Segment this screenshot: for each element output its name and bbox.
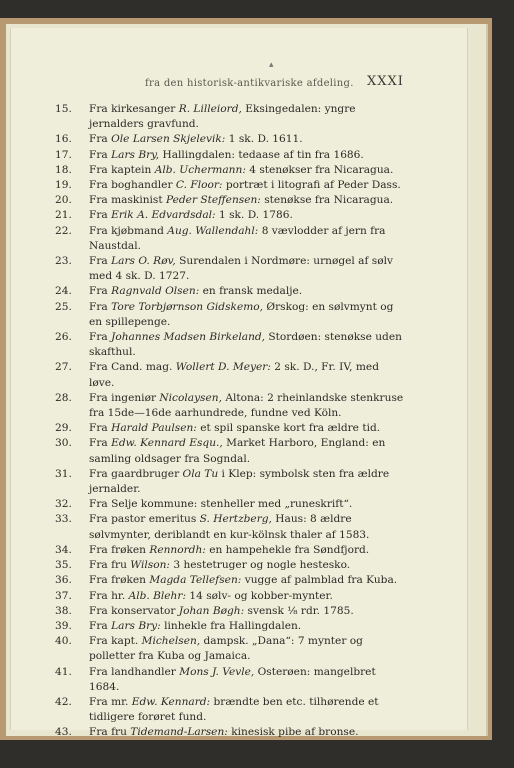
- donor-name: Aug. Wallendahl:: [167, 224, 259, 237]
- entry-prefix: Fra: [89, 285, 112, 298]
- entry-description: Hallingdalen: tedaase af tin fra 1686.: [159, 148, 364, 161]
- entry-prefix: Fra: [89, 300, 112, 313]
- entry-prefix: Fra hr.: [89, 589, 129, 602]
- list-item: [55, 543, 407, 558]
- entry-prefix: Fra kjøbmand: [89, 224, 168, 237]
- donor-name: S. Hertzberg,: [199, 513, 272, 526]
- entry-number: 37.: [55, 589, 72, 602]
- list-item: [55, 497, 407, 512]
- entry-text: [89, 102, 407, 132]
- entry-number: 43.: [55, 726, 72, 739]
- entry-prefix: Fra: [89, 437, 112, 450]
- entry-text: [89, 132, 407, 147]
- entry-text: [89, 695, 407, 725]
- entry-prefix: Fra kirkesanger: [89, 103, 179, 115]
- entry-number: 42.: [55, 695, 72, 708]
- entry-prefix: Fra fru: [89, 726, 131, 739]
- entry-prefix: Fra gaardbruger: [89, 467, 183, 480]
- entry-description: Altona: 2 rheinlandske stenkruse fra 15de—16de aarhundrede, fundne ved Köln.: [89, 391, 404, 420]
- donor-name: Ola Tu: [182, 467, 219, 480]
- entry-description: Eksingedalen: yngre jernalders gravfund.: [89, 103, 356, 131]
- entry-text: [89, 725, 407, 740]
- donor-name: Mons J. Vevle,: [179, 665, 255, 678]
- entry-description: stenøkse fra Nicaragua.: [260, 194, 394, 207]
- entry-number: 17.: [55, 148, 72, 161]
- entry-text: [89, 193, 407, 208]
- entry-prefix: Fra ingeniør: [89, 391, 160, 404]
- entry-text: [89, 208, 407, 223]
- list-item: [55, 695, 407, 725]
- entry-description: Market Harboro, England: en samling oldsager fra Sogndal.: [89, 437, 386, 465]
- entry-text: [89, 467, 407, 497]
- list-item: [55, 254, 407, 284]
- entry-number: 40.: [55, 635, 72, 648]
- entry-number: 21.: [55, 209, 72, 222]
- entry-prefix: Fra frøken: [89, 543, 150, 556]
- entry-description: kinesisk pibe af bronse.: [227, 726, 359, 739]
- entry-description: Ørskog: en sølvmynt og en spillepenge.: [89, 300, 394, 328]
- donor-name: Wilson:: [130, 559, 170, 572]
- entry-prefix: Fra fru: [89, 559, 131, 572]
- entry-number: 24.: [55, 285, 72, 298]
- entry-text: [89, 254, 407, 284]
- donor-name: Wollert D. Meyer:: [175, 361, 271, 374]
- list-item: [55, 634, 407, 664]
- entry-prefix: Fra konservator: [89, 604, 179, 617]
- entry-number: 36.: [55, 574, 72, 587]
- donor-name: Lars O. Røv,: [111, 255, 176, 268]
- entry-number: 27.: [55, 361, 72, 374]
- entry-text: [89, 178, 407, 193]
- list-item: [55, 224, 407, 254]
- donor-name: Lars Bry:: [111, 619, 161, 632]
- donor-name: Edw. Kennard:: [131, 695, 211, 708]
- entry-number: 39.: [55, 619, 72, 632]
- donor-name: Ragnvald Olsen:: [111, 285, 200, 298]
- donor-name: Nicolaysen,: [159, 391, 222, 404]
- entry-description: 1 sk. D. 1611.: [225, 133, 303, 146]
- list-item: [55, 193, 407, 208]
- donor-name: Johan Bøgh:: [178, 604, 245, 617]
- list-item: [55, 589, 407, 604]
- entry-prefix: Fra: [89, 422, 112, 435]
- list-item: [55, 163, 407, 178]
- list-item: [55, 360, 407, 390]
- list-item: [55, 512, 407, 542]
- list-item: [55, 558, 407, 573]
- entry-description: Stordøen: stenøkse uden skafthul.: [89, 331, 402, 359]
- entry-description: Osterøen: mangelbret 1684.: [89, 665, 376, 693]
- list-item: [55, 467, 407, 497]
- entry-description: et spil spanske kort fra ældre tid.: [196, 422, 381, 435]
- entry-prefix: Fra Selje kommune: stenheller med „runeskrift“.: [89, 498, 353, 511]
- entry-number: 34.: [55, 543, 72, 556]
- donor-name: Johannes Madsen Birkeland,: [111, 331, 266, 344]
- entry-prefix: Fra: [89, 209, 112, 222]
- entry-number: 29.: [55, 422, 72, 435]
- entry-number: 15.: [55, 103, 72, 115]
- donor-name: R. Lilleiord,: [178, 103, 242, 115]
- donor-name: Peder Steffensen:: [165, 194, 261, 207]
- entry-prefix: Fra boghandler: [89, 179, 176, 192]
- entry-number: 35.: [55, 559, 72, 572]
- entry-description: 8 vævlodder af jern fra Naustdal.: [89, 224, 386, 252]
- accession-list: [55, 102, 407, 741]
- list-item: [55, 300, 407, 330]
- entry-prefix: Fra: [89, 148, 112, 161]
- entry-number: 20.: [55, 194, 72, 207]
- entry-number: 30.: [55, 437, 72, 450]
- donor-name: Tidemand-Larsen:: [130, 726, 228, 739]
- entry-description: 1 sk. D. 1786.: [215, 209, 293, 222]
- donor-name: Harald Paulsen:: [111, 422, 197, 435]
- book-page: [10, 28, 468, 739]
- entry-description: en fransk medalje.: [199, 285, 303, 298]
- ornament-mark: ▴: [269, 60, 274, 70]
- entry-prefix: Fra: [89, 331, 112, 344]
- entry-description: 4 stenøkser fra Nicaragua.: [245, 163, 394, 176]
- entry-number: 26.: [55, 331, 72, 344]
- entry-text: [89, 634, 407, 664]
- entry-prefix: Fra kaptein: [89, 163, 155, 176]
- entry-description: 2 sk. D., Fr. IV, med løve.: [89, 361, 379, 389]
- donor-name: Alb. Blehr:: [128, 589, 187, 602]
- entry-text: [89, 558, 407, 573]
- entry-number: 38.: [55, 604, 72, 617]
- donor-name: Edw. Kennard Esqu.,: [111, 437, 223, 450]
- entry-text: [89, 224, 407, 254]
- list-item: [55, 391, 407, 421]
- donor-name: Michelsen,: [141, 635, 201, 648]
- header-text: fra den historisk-antikvariske afdeling.: [145, 78, 354, 89]
- entry-number: 33.: [55, 513, 72, 526]
- entry-text: [89, 665, 407, 695]
- donor-name: Lars Bry,: [111, 148, 160, 161]
- entry-description: portræt i litografi af Peder Dass.: [222, 179, 401, 192]
- entry-description: i Klep: symbolsk sten fra ældre jernalder.: [89, 467, 390, 496]
- entry-text: [89, 284, 407, 299]
- entry-text: [89, 360, 407, 390]
- entry-number: 22.: [55, 224, 72, 237]
- entry-description: vugge af palmblad fra Kuba.: [241, 574, 398, 587]
- entry-text: [89, 619, 407, 634]
- entry-prefix: Fra frøken: [89, 574, 150, 587]
- entry-prefix: Fra maskinist: [89, 194, 166, 207]
- donor-name: Erik A. Edvardsdal:: [111, 209, 216, 222]
- list-item: [55, 284, 407, 299]
- list-item: [55, 619, 407, 634]
- entry-text: [89, 589, 407, 604]
- entry-description: en hampehekle fra Søndfjord.: [205, 543, 370, 556]
- entry-prefix: Fra Cand. mag.: [89, 361, 176, 374]
- list-item: [55, 604, 407, 619]
- list-item: [55, 573, 407, 588]
- entry-prefix: Fra pastor emeritus: [89, 513, 200, 526]
- entry-description: Surendalen i Nordmøre: urnøgel af sølv med 4 sk. D. 1727.: [89, 255, 393, 283]
- entry-number: 23.: [55, 255, 72, 268]
- entry-description: Haus: 8 ældre sølvmynter, deriblandt en kur-kölnsk thaler af 1583.: [89, 513, 370, 541]
- donor-name: Tore Torbjørnson Gidskemo,: [111, 300, 264, 313]
- donor-name: C. Floor:: [175, 179, 223, 192]
- entry-prefix: Fra kapt.: [89, 635, 142, 648]
- entry-text: [89, 391, 407, 421]
- entry-description: svensk ⅟₈ rdr. 1785.: [244, 604, 354, 617]
- entry-number: 16.: [55, 133, 72, 146]
- entry-text: [89, 436, 407, 466]
- running-header: [11, 74, 467, 94]
- entry-prefix: Fra: [89, 133, 112, 146]
- entry-number: 41.: [55, 665, 72, 678]
- donor-name: Magda Tellefsen:: [149, 574, 242, 587]
- entry-number: 19.: [55, 179, 72, 192]
- list-item: [55, 132, 407, 147]
- entry-description: brændte ben etc. tilhørende et tidligere forøret fund.: [89, 695, 379, 724]
- entry-description: linhekle fra Hallingdalen.: [160, 619, 302, 632]
- list-item: [55, 102, 407, 132]
- entry-number: 28.: [55, 391, 72, 404]
- entry-description: 3 hestetruger og nogle hestesko.: [169, 559, 351, 572]
- entry-text: [89, 421, 407, 436]
- entry-prefix: Fra mr.: [89, 695, 132, 708]
- donor-name: Ole Larsen Skjelevik:: [111, 133, 226, 146]
- entry-text: [89, 330, 407, 360]
- entry-text: [89, 512, 407, 542]
- list-item: [55, 725, 407, 740]
- entry-text: [89, 300, 407, 330]
- list-item: [55, 208, 407, 223]
- entry-text: [89, 543, 407, 558]
- entry-text: [89, 573, 407, 588]
- list-item: [55, 148, 407, 163]
- entry-text: [89, 604, 407, 619]
- entry-text: [89, 163, 407, 178]
- entry-text: [89, 497, 407, 512]
- entry-text: [89, 148, 407, 163]
- entry-prefix: Fra: [89, 255, 112, 268]
- list-item: [55, 665, 407, 695]
- entry-number: 25.: [55, 300, 72, 313]
- entry-prefix: Fra: [89, 619, 112, 632]
- list-item: [55, 436, 407, 466]
- entry-description: 14 sølv- og kobber-mynter.: [186, 589, 333, 602]
- donor-name: Alb. Uchermann:: [154, 163, 246, 176]
- entry-number: 32.: [55, 498, 72, 511]
- entry-prefix: Fra landhandler: [89, 665, 180, 678]
- entry-number: 31.: [55, 467, 72, 480]
- entry-description: dampsk. „Dana“: 7 mynter og polletter fra Kuba og Jamaica.: [89, 635, 363, 663]
- list-item: [55, 421, 407, 436]
- page-number: XXXI: [367, 74, 404, 89]
- entry-number: 18.: [55, 163, 72, 176]
- donor-name: Rennordh:: [149, 543, 206, 556]
- list-item: [55, 330, 407, 360]
- list-item: [55, 178, 407, 193]
